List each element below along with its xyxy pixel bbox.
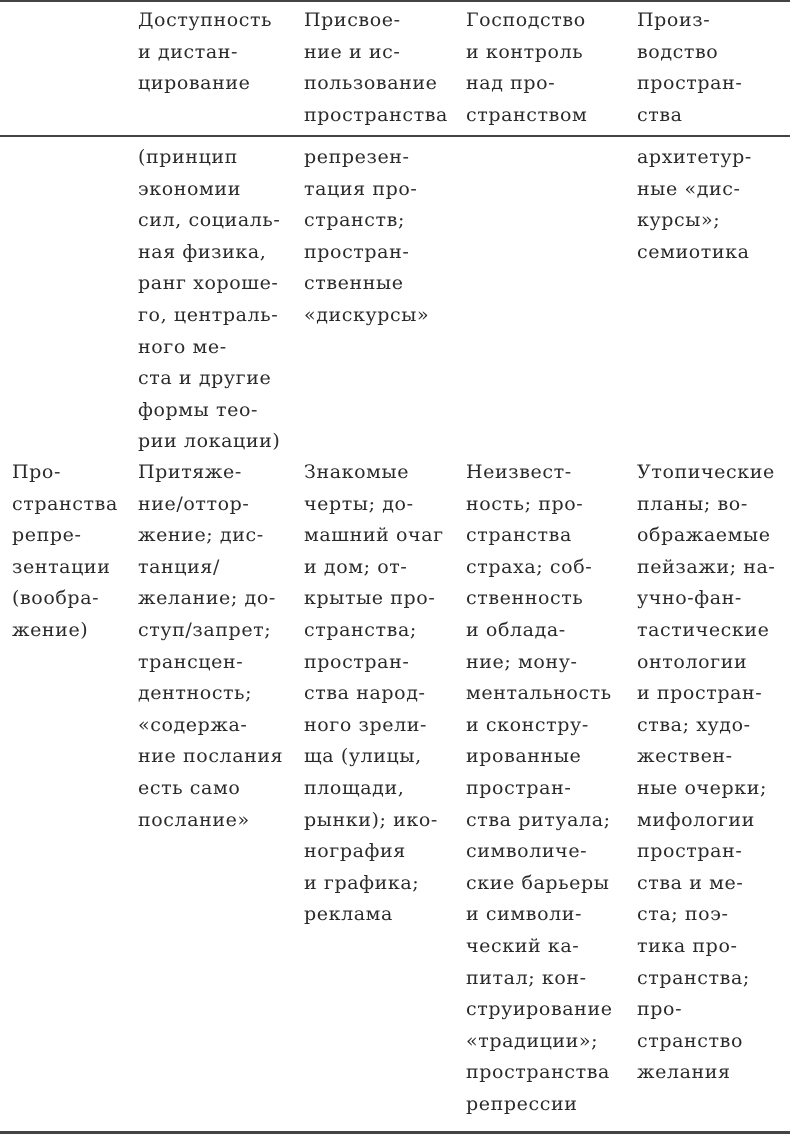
cell-text-line: зентации	[12, 555, 111, 578]
cell-text-line: странства;	[304, 618, 417, 641]
cell-text-line: ного ме-	[138, 335, 227, 358]
cell-text-line: ства ритуала;	[466, 808, 611, 831]
cell-text-line: и графика;	[304, 871, 420, 894]
table-cell-domination-control	[466, 457, 613, 1120]
header-cell-production-of-space	[637, 5, 742, 131]
cell-text-line: странство	[637, 1029, 743, 1052]
cell-text-line: ства	[637, 103, 683, 126]
cell-text-line: «традиции»;	[466, 1029, 599, 1052]
cell-text-line: площади,	[304, 776, 405, 799]
header-cell-appropriation-use	[304, 5, 448, 131]
cell-text-line: «содержа-	[138, 713, 248, 736]
cell-text-line: есть само	[138, 776, 241, 799]
table-cell-production-of-space	[637, 457, 775, 1089]
cell-text-line: и простран-	[637, 682, 763, 705]
cell-text-line: «дискурсы»	[304, 303, 430, 326]
cell-text-line: простран-	[637, 72, 743, 95]
cell-text-line: трансцен-	[138, 650, 244, 673]
cell-text-line: ческий ка-	[466, 934, 580, 957]
cell-text-line: странства	[466, 524, 572, 547]
cell-text-line: дентность;	[138, 682, 253, 705]
cell-text-line: ста; поэ-	[637, 903, 729, 926]
cell-text-line: ские барьеры	[466, 871, 610, 894]
table-top-rule	[0, 0, 790, 2]
cell-text-line: Про-	[12, 461, 61, 483]
cell-text-line: Утопические	[637, 461, 775, 483]
cell-text-line: реклама	[304, 903, 393, 926]
cell-text-line: рынки); ико-	[304, 808, 438, 831]
cell-text-line: репрессии	[466, 1092, 578, 1115]
cell-text-line: формы тео-	[138, 398, 259, 421]
cell-text-line: тика про-	[637, 934, 738, 957]
table-cell-row-label	[12, 457, 118, 647]
cell-text-line: послание»	[138, 808, 250, 831]
cell-text-line: (вообра-	[12, 587, 100, 610]
cell-text-line: и контроль	[466, 40, 584, 63]
cell-text-line: странства;	[637, 966, 750, 989]
cell-text-line: ства и ме-	[637, 871, 744, 894]
cell-text-line: пространства	[304, 103, 448, 126]
cell-text-line: ста и другие	[138, 367, 272, 390]
cell-text-line: и облада-	[466, 618, 566, 641]
cell-text-line: учно-фан-	[637, 587, 742, 610]
cell-text-line: цирование	[138, 72, 251, 95]
cell-text-line: ные «дис-	[637, 177, 741, 200]
cell-text-line: странств;	[304, 209, 405, 232]
cell-text-line: символиче-	[466, 840, 588, 863]
cell-text-line: тастические	[637, 618, 770, 641]
cell-text-line: ние послания	[138, 745, 284, 768]
cell-text-line: жение; дис-	[138, 524, 264, 547]
cell-text-line: нография	[304, 840, 406, 863]
cell-text-line: струирование	[466, 998, 613, 1021]
cell-text-line: репре-	[12, 524, 82, 547]
table-cell-accessibility-distanciation	[138, 457, 283, 836]
cell-text-line: тация про-	[304, 177, 418, 200]
cell-text-line: танция/	[138, 555, 220, 578]
cell-text-line: питал; кон-	[466, 966, 587, 989]
cell-text-line: про-	[637, 998, 683, 1021]
cell-text-line: ства народ-	[304, 682, 426, 705]
cell-text-line: рии локации)	[138, 430, 281, 453]
table-header-rule	[0, 135, 790, 137]
cell-text-line: странством	[466, 103, 588, 126]
cell-text-line: (принцип	[138, 146, 238, 168]
cell-text-line: архитетур-	[637, 146, 752, 168]
cell-text-line: желание; до-	[138, 587, 276, 610]
cell-text-line: странства	[12, 492, 118, 515]
cell-text-line: ная физика,	[138, 240, 267, 263]
cell-text-line: простран-	[304, 240, 410, 263]
cell-text-line: и символи-	[466, 903, 583, 926]
cell-text-line: планы; во-	[637, 492, 748, 515]
cell-text-line: ства; худо-	[637, 713, 751, 736]
table-cell-appropriation-use	[304, 457, 444, 931]
cell-text-line: Господство	[466, 9, 586, 31]
cell-text-line: сил, социаль-	[138, 209, 281, 232]
cell-text-line: пейзажи; на-	[637, 555, 776, 578]
table-cell-appropriation-use	[304, 142, 429, 332]
cell-text-line: мифологии	[637, 808, 755, 831]
cell-text-line: ща (улицы,	[304, 745, 422, 768]
cell-text-line: ственные	[304, 272, 404, 295]
cell-text-line: пользование	[304, 72, 438, 95]
header-cell-domination-control	[466, 5, 587, 131]
cell-text-line: желания	[637, 1061, 731, 1084]
cell-text-line: простран-	[637, 840, 743, 863]
cell-text-line: курсы»;	[637, 209, 721, 232]
cell-text-line: водство	[637, 40, 719, 63]
cell-text-line: простран-	[304, 650, 410, 673]
cell-text-line: ние; мону-	[466, 650, 578, 673]
cell-text-line: ственность	[466, 587, 584, 610]
cell-text-line: крытые про-	[304, 587, 436, 610]
table-cell-accessibility-distanciation	[138, 142, 280, 458]
cell-text-line: Присвое-	[304, 9, 401, 31]
cell-text-line: Доступность	[138, 9, 273, 31]
cell-text-line: жение)	[12, 618, 89, 641]
cell-text-line: над про-	[466, 72, 556, 95]
cell-text-line: и сконстру-	[466, 713, 589, 736]
cell-text-line: репрезен-	[304, 146, 410, 168]
cell-text-line: ние и ис-	[304, 40, 401, 63]
cell-text-line: Притяже-	[138, 461, 242, 483]
cell-text-line: машний очаг	[304, 524, 444, 547]
cell-text-line: жествен-	[637, 745, 733, 768]
table-cell-production-of-space	[637, 142, 752, 268]
cell-text-line: пространства	[466, 1061, 610, 1084]
cell-text-line: черты; до-	[304, 492, 414, 515]
cell-text-line: ментальность	[466, 682, 612, 705]
cell-text-line: ированные	[466, 745, 582, 768]
cell-text-line: го, централь-	[138, 303, 279, 326]
cell-text-line: простран-	[466, 776, 572, 799]
cell-text-line: ние/оттор-	[138, 492, 250, 515]
cell-text-line: онтологии	[637, 650, 748, 673]
cell-text-line: ступ/запрет;	[138, 618, 272, 641]
cell-text-line: Произ-	[637, 9, 711, 31]
cell-text-line: семиотика	[637, 240, 750, 263]
cell-text-line: ные очерки;	[637, 776, 768, 799]
cell-text-line: и дистан-	[138, 40, 239, 63]
cell-text-line: ность; про-	[466, 492, 584, 515]
cell-text-line: ображаемые	[637, 524, 771, 547]
cell-text-line: Знакомые	[304, 461, 410, 483]
cell-text-line: Неизвест-	[466, 461, 572, 483]
cell-text-line: и дом; от-	[304, 555, 408, 578]
cell-text-line: ного зрели-	[304, 713, 428, 736]
header-cell-accessibility-distanciation	[138, 5, 272, 100]
cell-text-line: экономии	[138, 177, 241, 200]
cell-text-line: страха; соб-	[466, 555, 593, 578]
cell-text-line: ранг хороше-	[138, 272, 279, 295]
